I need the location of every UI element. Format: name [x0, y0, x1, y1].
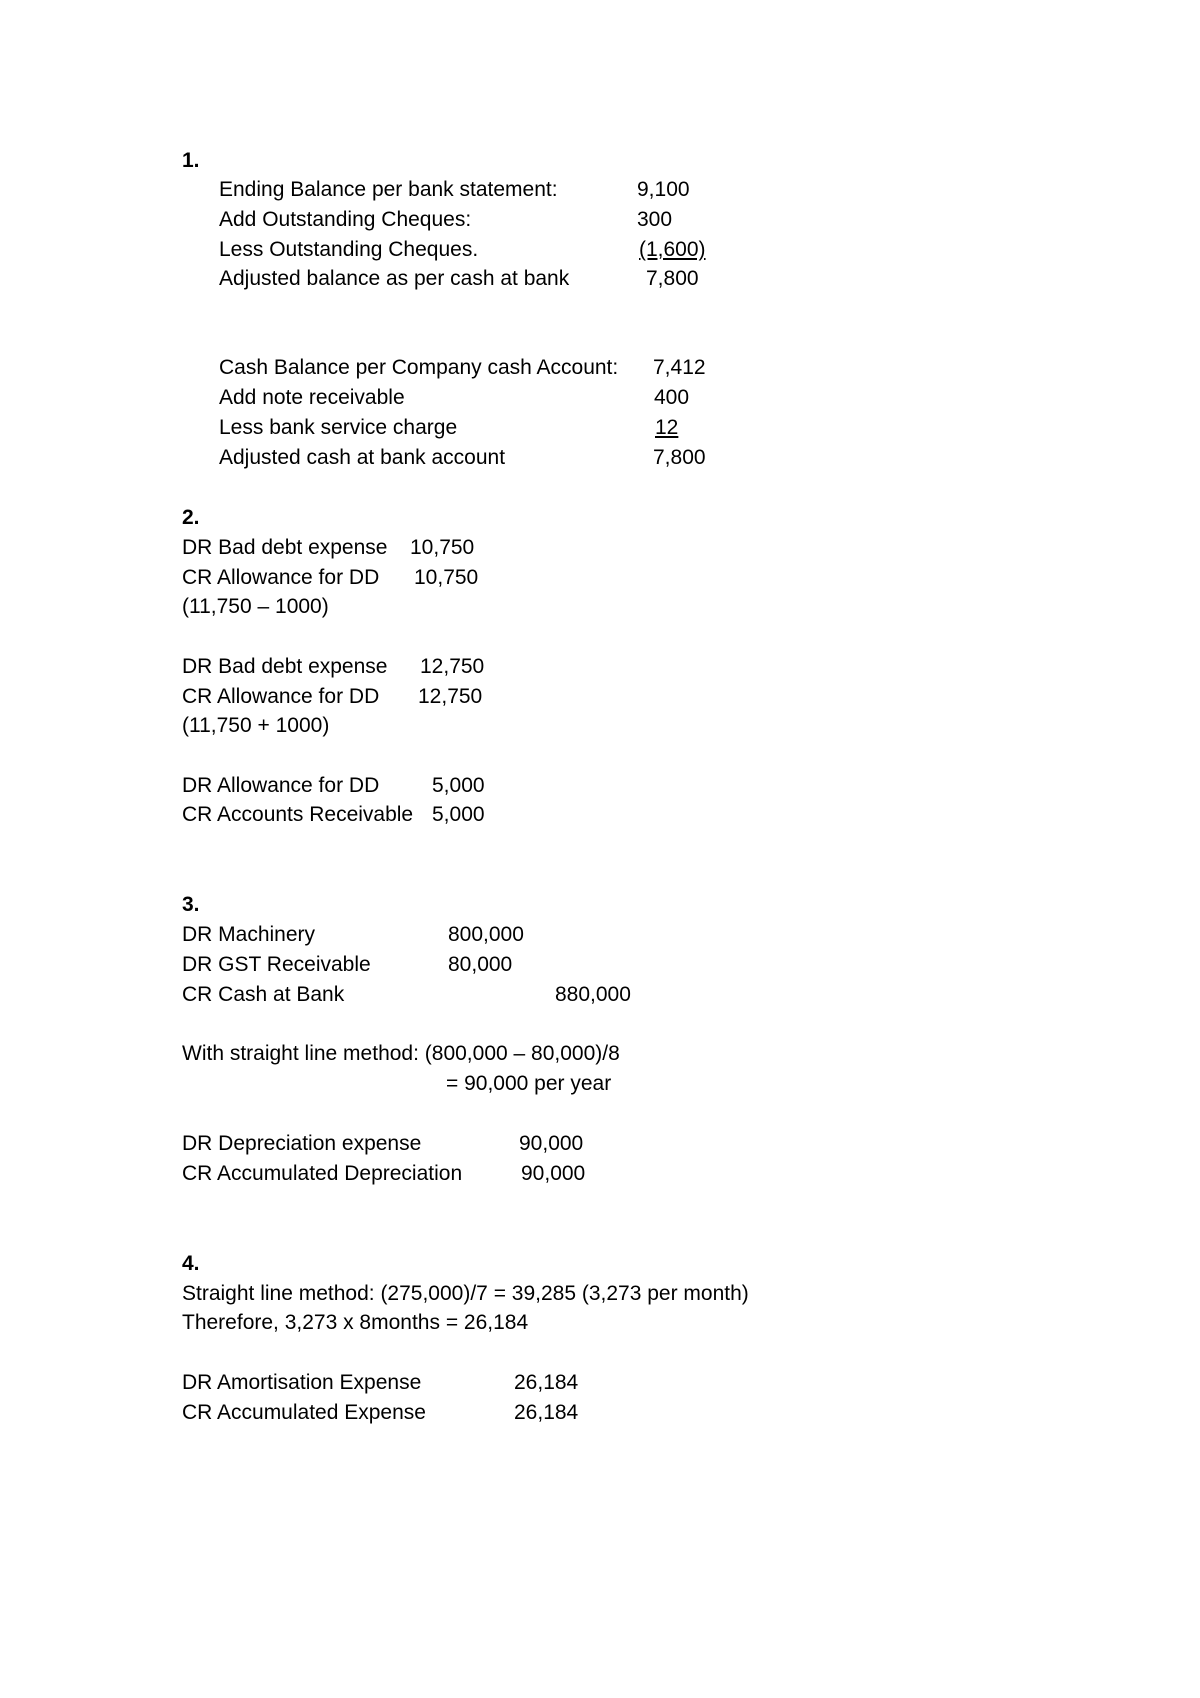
- journal-entry-label: DR Depreciation expense: [182, 1132, 422, 1155]
- adjusted-cash-at-bank-amount: 7,800: [653, 446, 706, 469]
- journal-entry-label: CR Cash at Bank: [182, 983, 345, 1006]
- journal-entry-amount: 800,000: [448, 923, 524, 946]
- add-outstanding-cheques-amount: 300: [637, 208, 673, 231]
- company-cash-balance-label: Cash Balance per Company cash Account:: [219, 356, 619, 379]
- section-4-heading: 4.: [182, 1252, 200, 1275]
- adjusted-cash-at-bank-label: Adjusted cash at bank account: [219, 446, 506, 469]
- journal-entry-amount: 10,750: [414, 566, 479, 589]
- adjusted-bank-balance-label: Adjusted balance as per cash at bank: [219, 267, 570, 290]
- section-1-heading: 1.: [182, 149, 200, 172]
- journal-entry-label: CR Accounts Receivable: [182, 803, 414, 826]
- less-outstanding-cheques-label: Less Outstanding Cheques.: [219, 238, 479, 261]
- journal-entry-amount: 5,000: [432, 803, 485, 826]
- less-outstanding-cheques-amount: (1,600): [639, 238, 706, 261]
- company-cash-balance-amount: 7,412: [653, 356, 706, 379]
- calculation-note: (11,750 – 1000): [182, 595, 329, 618]
- journal-entry-amount: 90,000: [519, 1132, 584, 1155]
- journal-entry-label: DR Bad debt expense: [182, 655, 388, 678]
- straight-line-method-formula: With straight line method: (800,000 – 80,000)/8: [182, 1042, 620, 1065]
- journal-entry-label: DR Allowance for DD: [182, 774, 380, 797]
- journal-entry-label: DR Bad debt expense: [182, 536, 388, 559]
- section-2-heading: 2.: [182, 506, 200, 529]
- journal-entry-amount: 12,750: [420, 655, 485, 678]
- less-bank-service-charge-amount: 12: [655, 416, 679, 439]
- add-note-receivable-label: Add note receivable: [219, 386, 405, 409]
- bank-ending-balance-amount: 9,100: [637, 178, 690, 201]
- journal-entry-label: CR Accumulated Expense: [182, 1401, 426, 1424]
- less-bank-service-charge-label: Less bank service charge: [219, 416, 458, 439]
- calculation-note: (11,750 + 1000): [182, 714, 330, 737]
- journal-entry-amount: 26,184: [514, 1371, 579, 1394]
- journal-entry-label: CR Allowance for DD: [182, 685, 380, 708]
- add-note-receivable-amount: 400: [654, 386, 690, 409]
- journal-entry-label: CR Accumulated Depreciation: [182, 1162, 463, 1185]
- journal-entry-amount: 10,750: [410, 536, 475, 559]
- journal-entry-label: DR GST Receivable: [182, 953, 371, 976]
- journal-entry-label: DR Machinery: [182, 923, 316, 946]
- journal-entry-amount: 880,000: [555, 983, 631, 1006]
- journal-entry-amount: 12,750: [418, 685, 483, 708]
- journal-entry-amount: 5,000: [432, 774, 485, 797]
- amortisation-calculation: Therefore, 3,273 x 8months = 26,184: [182, 1311, 529, 1334]
- journal-entry-label: DR Amortisation Expense: [182, 1371, 422, 1394]
- add-outstanding-cheques-label: Add Outstanding Cheques:: [219, 208, 472, 231]
- journal-entry-amount: 26,184: [514, 1401, 579, 1424]
- journal-entry-label: CR Allowance for DD: [182, 566, 380, 589]
- straight-line-method-result: = 90,000 per year: [446, 1072, 612, 1095]
- journal-entry-amount: 80,000: [448, 953, 513, 976]
- bank-ending-balance-label: Ending Balance per bank statement:: [219, 178, 558, 201]
- section-3-heading: 3.: [182, 893, 200, 916]
- amortisation-formula: Straight line method: (275,000)/7 = 39,285 (3,273 per month): [182, 1282, 749, 1305]
- adjusted-bank-balance-amount: 7,800: [646, 267, 699, 290]
- journal-entry-amount: 90,000: [521, 1162, 586, 1185]
